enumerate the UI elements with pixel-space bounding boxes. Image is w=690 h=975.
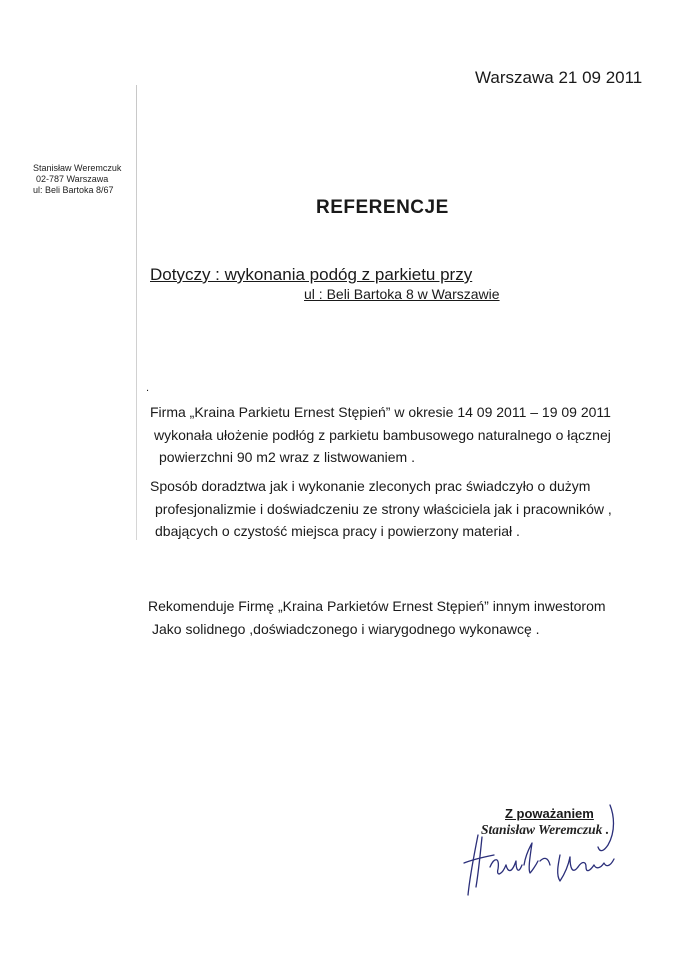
subject-address: ul : Beli Bartoka 8 w Warszawie xyxy=(304,286,500,302)
closing-regards: Z poważaniem xyxy=(505,806,594,821)
paragraph-line: wykonała ułożenie podłóg z parkietu bambusowego naturalnego o łącznej xyxy=(154,426,611,443)
sender-name: Stanisław Weremczuk xyxy=(33,163,122,173)
paragraph-line: dbających o czystość miejsca pracy i powierzony materiał . xyxy=(155,523,520,539)
paragraph-line: Rekomenduje Firmę „Kraina Parkietów Ernest Stępień” innym inwestorom xyxy=(148,598,606,614)
stray-dot: . xyxy=(146,382,150,394)
document-title: REFERENCJE xyxy=(316,197,449,218)
sender-street: ul: Beli Bartoka 8/67 xyxy=(33,185,114,195)
paragraph-line: powierzchni 90 m2 wraz z listwowaniem . xyxy=(159,449,415,465)
stamp-name: Stanisław Weremczuk . xyxy=(481,822,610,837)
subject-line: Dotyczy : wykonania podóg z parkietu przy xyxy=(150,265,473,284)
paragraph-line: profesjonalizmie i doświadczeniu ze strony właściciela jak i pracowników , xyxy=(155,500,612,517)
sender-postal: 02-787 Warszawa xyxy=(36,174,109,184)
paragraph-line: Sposób doradztwa jak i wykonanie zleconych prac świadczyło o dużym xyxy=(150,478,591,494)
margin-rule xyxy=(136,85,137,540)
paragraph-assessment xyxy=(150,475,612,543)
paragraph-line: Jako solidnego ,doświadczonego i wiarygodnego wykonawcę . xyxy=(152,620,540,637)
handwritten-signature xyxy=(460,795,625,900)
paragraph-line: Firma „Kraina Parkietu Ernest Stępień” w okresie 14 09 2011 – 19 09 2011 xyxy=(150,404,611,420)
paragraph-work-description xyxy=(150,401,611,469)
document-date: Warszawa 21 09 2011 xyxy=(475,68,643,87)
paragraph-recommendation xyxy=(148,595,606,640)
sender-address xyxy=(33,163,121,196)
